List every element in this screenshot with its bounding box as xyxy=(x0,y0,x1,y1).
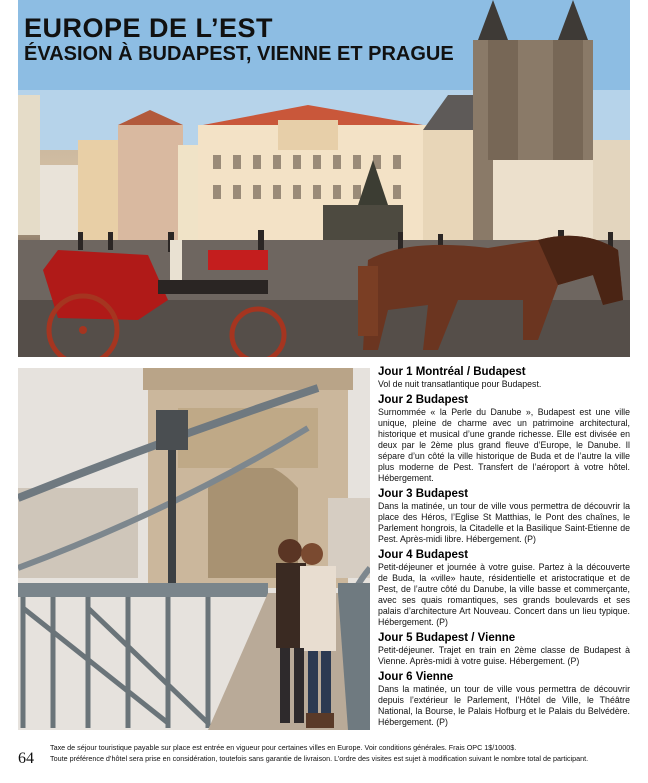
footer-line: Toute préférence d’hôtel sera prise en considération, toutefois sans garantie de livraison. L’ordre des visites est sujet à modification suivant le nombre total de participant. xyxy=(50,753,589,763)
day-title: Jour 5 Budapest / Vienne xyxy=(378,632,516,644)
day-text: Petit-déjeuner et journée à votre guise. Partez à la découverte de Buda, la «ville» haute, résidentielle et aristocratique et de Pest, de l’autre côté du Danube, la ville basse et commerçante, avec ses quais romantiques, ses grands boulevards et ses palais d’architecture Art Nouveau. Concert dans un lieu typique. Hébergement. (P) xyxy=(378,562,630,627)
day-text: Dans la matinée, un tour de ville vous permettra de découvrir la place des Héros, l’Eglise St Matthias, le Pont des chaînes, le Parlement hongrois, la Citadelle et la Basilique Saint-Etienne de Pest. Après-midi libre. Hébergement. (P) xyxy=(378,501,630,544)
itinerary-day xyxy=(378,549,630,628)
itinerary xyxy=(378,366,630,732)
day-text: Vol de nuit transatlantique pour Budapest. xyxy=(378,379,542,389)
day-text: Surnommée « la Perle du Danube », Budapest est une ville unique, pleine de charme avec un patrimoine architectural, historique et musical d’une grande richesse. Elle est divisée en deux par le 2ème plus grand fleuve d’Europe, le Danube. Il sépare d’un côté la ville historique de Buda et de l’autre la ville plus moderne de Pest. Transfert de l’aéroport à votre hôtel. Hébergement. xyxy=(378,407,630,483)
itinerary-day xyxy=(378,671,630,728)
page-number: 64 xyxy=(18,750,34,767)
day-title: Jour 2 Budapest xyxy=(378,394,469,406)
itinerary-day xyxy=(378,366,630,390)
page-subtitle: ÉVASION À BUDAPEST, VIENNE ET PRAGUE xyxy=(24,43,454,65)
day-text: Petit-déjeuner. Trajet en train en 2ème classe de Budapest à Vienne. Après-midi à votre guise. Hébergement. (P) xyxy=(378,645,630,666)
day-text: Dans la matinée, un tour de ville vous permettra de découvrir depuis l’extérieur le Parlement, l’Hôtel de Ville, le Théâtre National, la Bourse, le Palais Hofburg et le Palais du Belvédère. Hébergement. (P) xyxy=(378,684,630,727)
day-title: Jour 6 Vienne xyxy=(378,671,454,683)
day-title: Jour 3 Budapest xyxy=(378,488,469,500)
day-title: Jour 1 Montréal / Budapest xyxy=(378,366,526,378)
itinerary-day xyxy=(378,632,630,667)
day-title: Jour 4 Budapest xyxy=(378,549,469,561)
chain-bridge-illustration xyxy=(18,368,370,730)
bridge-photo xyxy=(18,368,370,730)
itinerary-day xyxy=(378,488,630,545)
hero-photo xyxy=(18,0,630,357)
footer-line: Taxe de séjour touristique payable sur place est entrée en vigueur pour certaines villes en Europe. Voir conditions générales. Frais OPC 1$/1000$. xyxy=(50,743,517,752)
itinerary-day xyxy=(378,394,630,484)
page-title: EUROPE DE L’EST xyxy=(24,13,274,43)
footer-notes xyxy=(50,743,640,764)
